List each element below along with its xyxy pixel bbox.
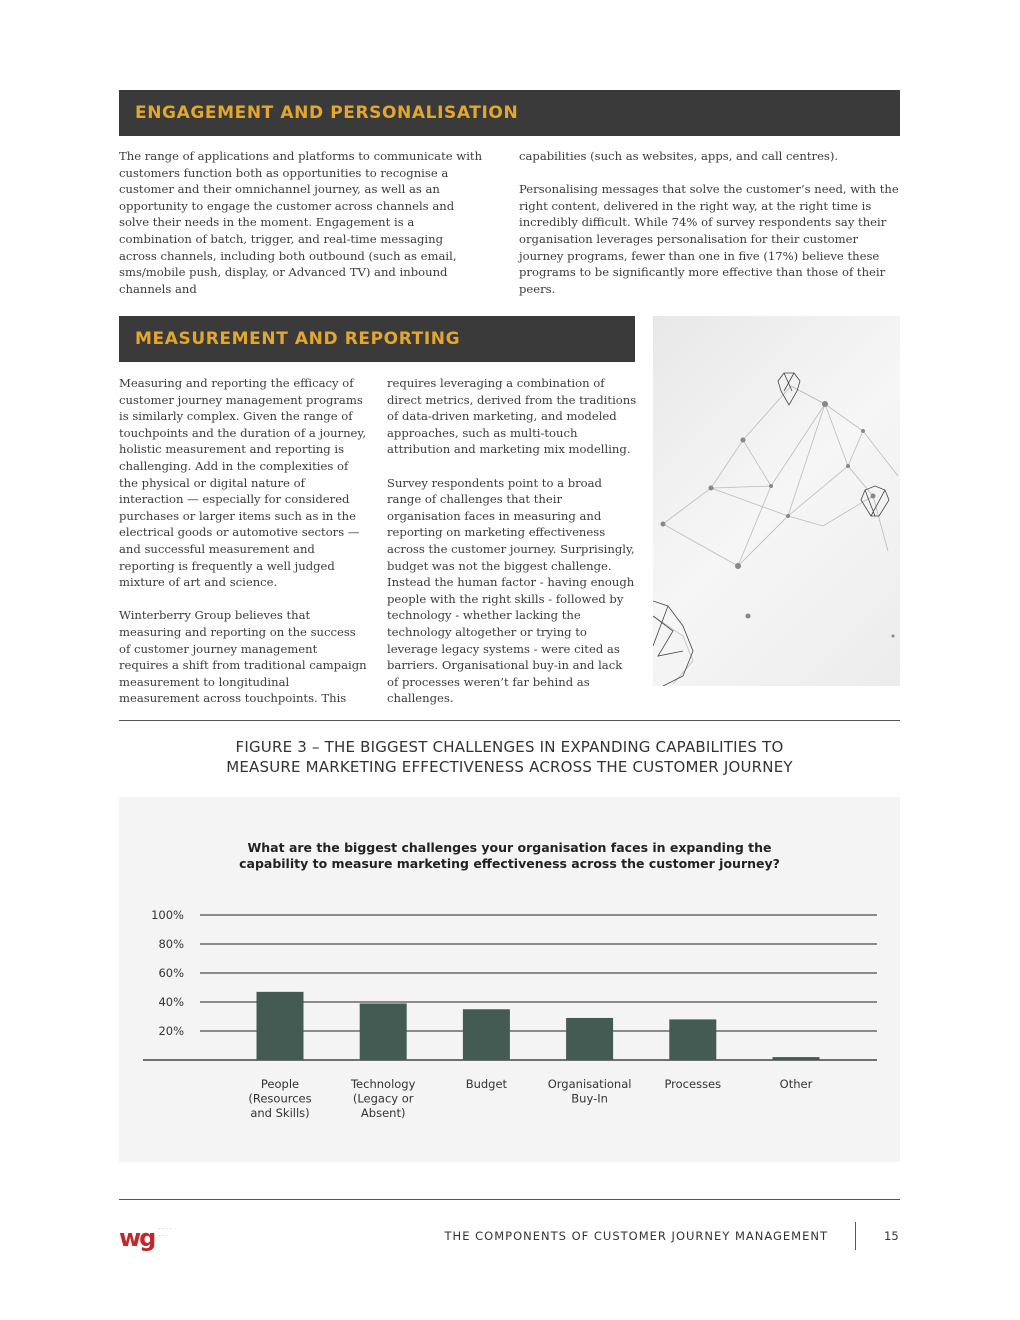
y-tick-label: 60% — [158, 966, 184, 980]
x-tick-label: Organisational Buy-In — [547, 1077, 632, 1106]
y-tick-label: 80% — [158, 937, 184, 951]
y-tick-label: 20% — [158, 1024, 184, 1038]
logo-subtext: · · · · · · · — [158, 1226, 172, 1240]
paragraph: Survey respondents point to a broad range of challenges that their organisation faces in measuring and reporting on marketing effectiveness across the customer journey. Surprisingly, budget was not the biggest challenge. Instead the human factor - having enough people with the right skills - followed by technology - whether lacking the technology altogether or trying to leverage legacy systems - were cited as barriers. Organisational buy-in and lack of processes weren’t far behind as challenges. — [387, 475, 635, 706]
y-tick-label: 40% — [158, 995, 184, 1009]
network-illustration — [653, 316, 900, 686]
paragraph: The range of applications and platforms to communicate with customers function both as opportunities to recognise a customer and their omnichannel journey, as well as an opportunity to engage the customer across channels and solve their needs in the moment. Engagement is a combination of batch, trigger, and real-time messaging across channels, including both outbound (such as email, sms/mobile push, display, or Advanced TV) and inbound channels and — [119, 149, 483, 296]
footer-separator — [855, 1222, 856, 1250]
paragraph: Personalising messages that solve the customer’s need, with the right content, delivered in the right way, at the right time is incredibly difficult. While 74% of survey respondents say their organisation leverages personalisation for their customer journey programs, fewer than one in five (17%) believe these programs to be significantly more effective than those of their peers. — [519, 182, 899, 296]
footer-title: THE COMPONENTS OF CUSTOMER JOURNEY MANAGEMENT — [444, 1229, 828, 1243]
page-number: 15 — [884, 1229, 899, 1243]
paragraph: Winterberry Group believes that measuring and reporting on the success of customer journey management requires a shift from traditional campaign measurement to longitudinal measurement across touchpoints. This — [119, 608, 367, 706]
x-tick-label: Other — [779, 1077, 813, 1091]
bar — [463, 1009, 510, 1060]
bar — [669, 1019, 716, 1060]
chart-panel — [119, 797, 900, 1162]
bar — [257, 992, 304, 1060]
divider — [119, 720, 900, 721]
x-tick-label: Processes — [664, 1077, 722, 1091]
bar-chart — [119, 797, 900, 1162]
x-tick-label: People (Resources and Skills) — [248, 1077, 312, 1120]
paragraph: requires leveraging a combination of direct metrics, derived from the traditions of data-driven marketing, and modeled approaches, such as multi-touch attribution and marketing mix modelling. — [387, 376, 637, 457]
figure-title-line: FIGURE 3 – THE BIGGEST CHALLENGES IN EXPANDING CAPABILITIES TO — [235, 738, 784, 756]
paragraph: Measuring and reporting the efficacy of customer journey management programs is similarly complex. Given the range of touchpoints and the duration of a journey, holistic measurement and reporting is challenging. Add in the complexities of the physical or digital nature of interaction — especially for considered purchases or larger items such as in the electrical goods or automotive sectors — and successful measurement and reporting is frequently a well judged mixture of art and science. — [119, 376, 367, 590]
measurement-col2 — [387, 375, 637, 723]
y-tick-label: 100% — [151, 908, 184, 922]
figure-title-line: MEASURE MARKETING EFFECTIVENESS ACROSS THE CUSTOMER JOURNEY — [226, 758, 793, 776]
section-heading-measurement: MEASUREMENT AND REPORTING — [119, 316, 635, 362]
bar — [773, 1057, 820, 1060]
paragraph: capabilities (such as websites, apps, and call centres). — [519, 149, 839, 163]
footer-divider — [119, 1199, 900, 1200]
figure-title — [119, 737, 900, 777]
engagement-col2 — [519, 148, 900, 314]
x-tick-label: Technology (Legacy or Absent) — [350, 1077, 416, 1120]
x-tick-label: Budget — [465, 1077, 508, 1091]
company-logo — [119, 1226, 172, 1250]
measurement-col1 — [119, 375, 369, 723]
chart-title-line: What are the biggest challenges your organisation faces in expanding the — [247, 840, 772, 855]
bar — [360, 1003, 407, 1060]
chart-title-line: capability to measure marketing effectiveness across the customer journey? — [239, 856, 780, 871]
network-graphic — [653, 316, 900, 686]
bar — [566, 1018, 613, 1060]
section-heading-engagement: ENGAGEMENT AND PERSONALISATION — [119, 90, 900, 136]
engagement-col1 — [119, 148, 484, 314]
logo-mark: wg — [119, 1224, 155, 1252]
